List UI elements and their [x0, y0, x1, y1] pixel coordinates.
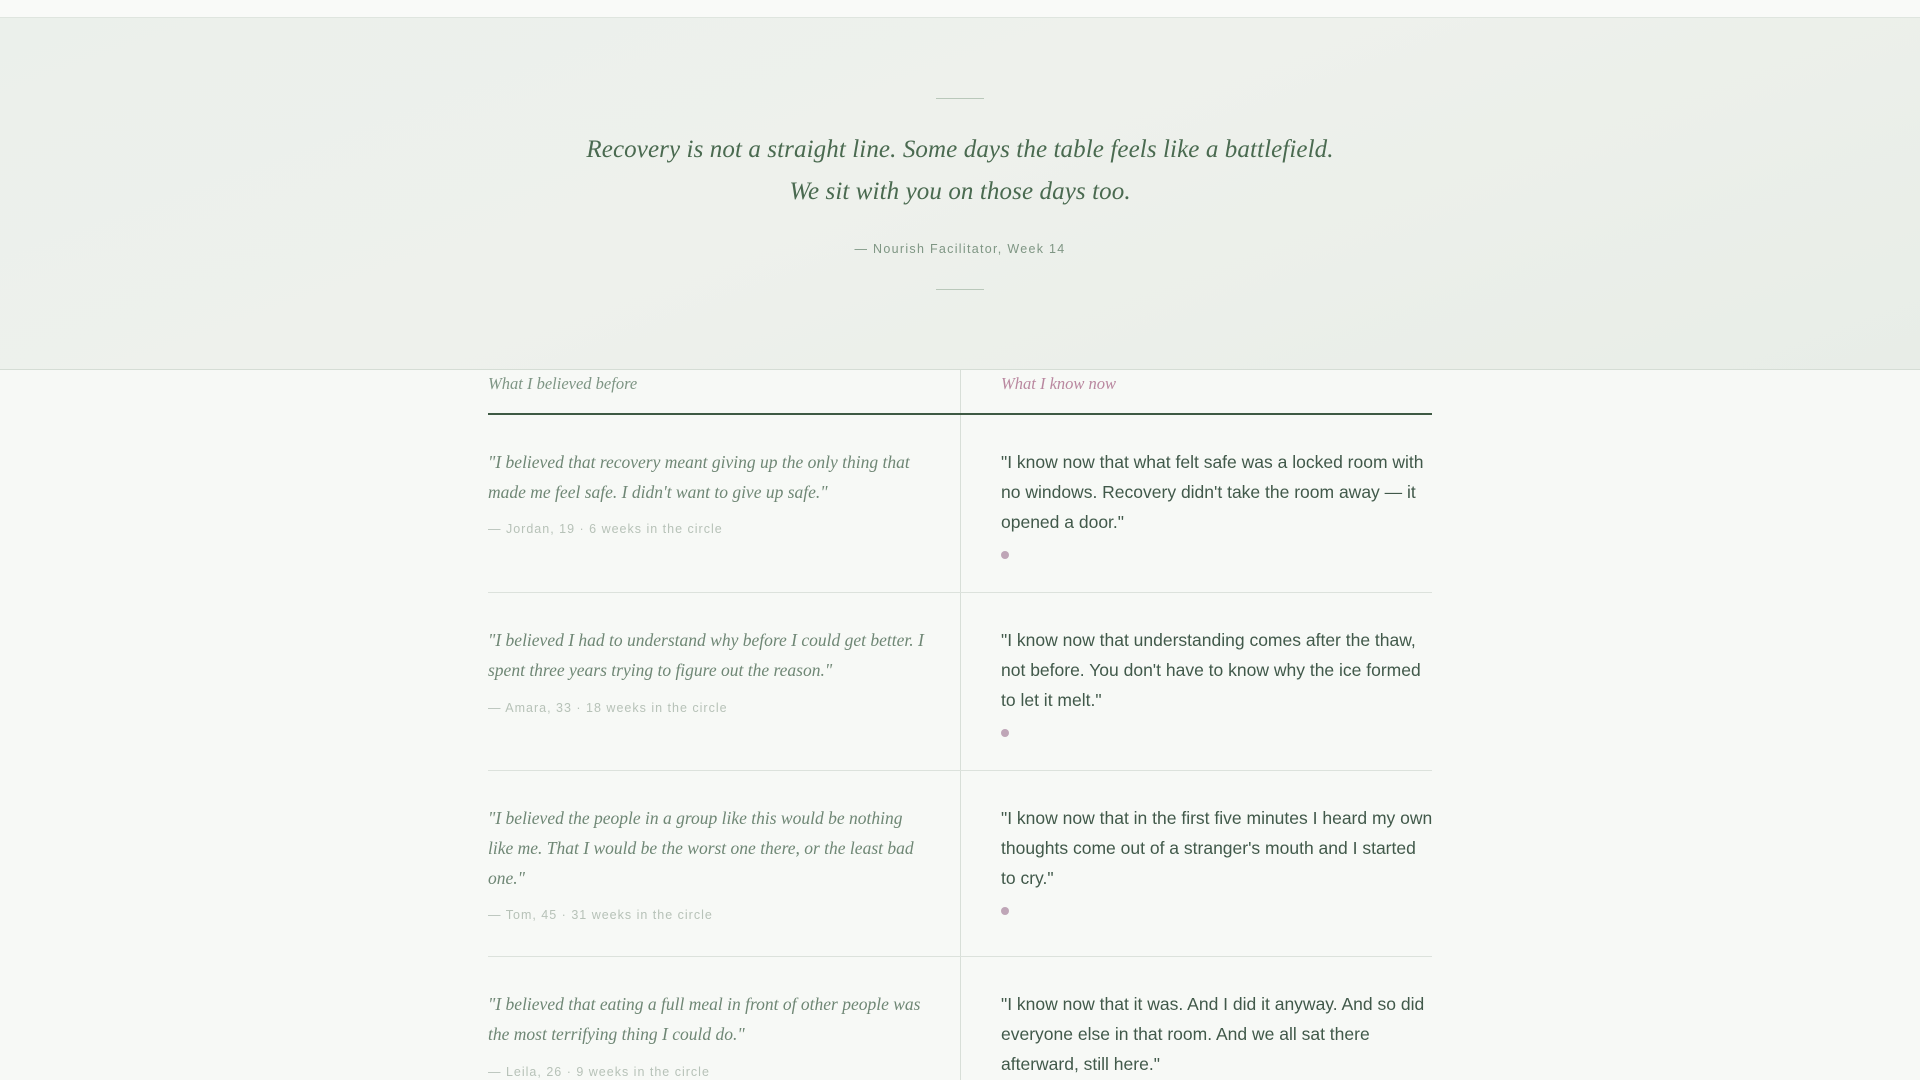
hero-top-divider — [936, 98, 984, 99]
before-quote: "I believed I had to understand why before I could get better. I spent three years trying to figure out the reason." — [488, 630, 924, 680]
before-attribution: — Amara, 33 · 18 weeks in the circle — [488, 701, 728, 715]
before-quote: "I believed that recovery meant giving up the only thing that made me feel safe. I didn't want to give up safe." — [488, 452, 910, 502]
before-quote: "I believed that eating a full meal in front of other people was the most terrifying thing I could do." — [488, 994, 921, 1044]
column-header-before: What I believed before — [488, 374, 638, 393]
before-now-table — [488, 370, 1432, 1080]
marker-dot-icon — [1001, 551, 1009, 559]
table-row — [488, 771, 1432, 957]
marker-dot-icon — [1001, 907, 1009, 915]
now-quote: "I know now that in the first five minutes I heard my own thoughts come out of a stranger's mouth and I started to cry." — [1001, 808, 1433, 888]
hero-attribution: — Nourish Facilitator, Week 14 — [854, 242, 1066, 256]
column-header-now: What I know now — [1001, 374, 1117, 393]
table-row — [488, 957, 1432, 1080]
before-attribution: — Jordan, 19 · 6 weeks in the circle — [488, 522, 723, 536]
table-row — [488, 593, 1432, 771]
now-quote: "I know now that understanding comes after the thaw, not before. You don't have to know why the ice formed to let it melt." — [1001, 630, 1421, 710]
now-quote: "I know now that it was. And I did it anyway. And so did everyone else in that room. And we all sat there afterward, still here." — [1001, 994, 1425, 1074]
before-attribution: — Leila, 26 · 9 weeks in the circle — [488, 1065, 710, 1079]
top-bar — [0, 0, 1920, 18]
hero-quote-line-1: Recovery is not a straight line. Some days the table feels like a battlefield. — [586, 136, 1334, 163]
before-quote: "I believed the people in a group like this would be nothing like me. That I would be the worst one there, or the least bad one." — [488, 808, 914, 888]
hero-bottom-divider — [936, 289, 984, 290]
hero-quote-line-2: We sit with you on those days too. — [789, 178, 1131, 205]
marker-dot-icon — [1001, 729, 1009, 737]
now-quote: "I know now that what felt safe was a locked room with no windows. Recovery didn't take the room away — it opened a door." — [1001, 452, 1424, 532]
hero-quote-section — [0, 18, 1920, 370]
table-row — [488, 415, 1432, 593]
before-attribution: — Tom, 45 · 31 weeks in the circle — [488, 908, 713, 922]
